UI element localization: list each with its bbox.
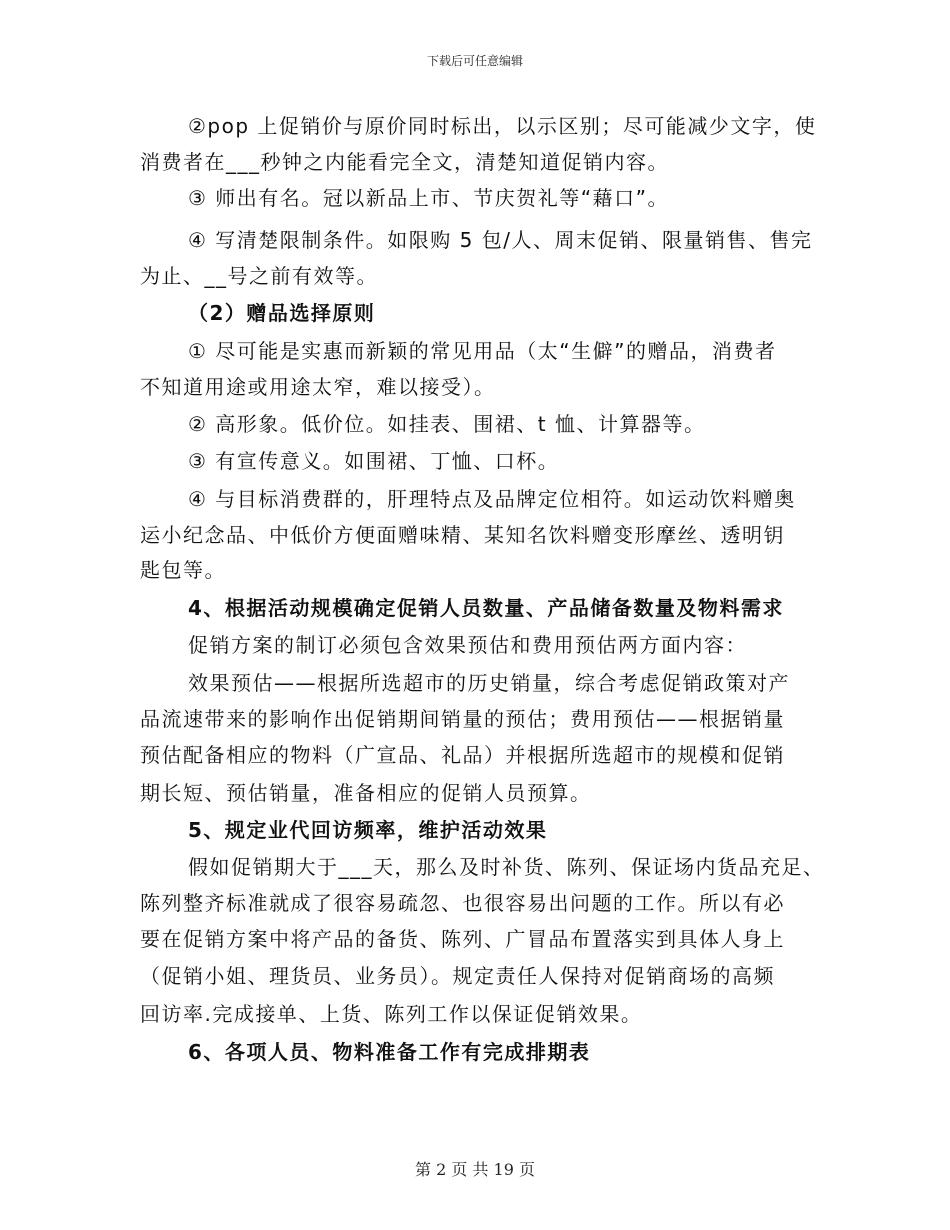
paragraph-line: ① 尽可能是实惠而新颖的常见用品（太“生僻”的赠品，消费者 [188,339,777,363]
paragraph-line: 为止、__号之前有效等。 [140,264,378,288]
paragraph-line: （促销小姐、理货员、业务员）。规定责任人保持对促销商场的高频 [140,964,775,988]
paragraph-line: 假如促销期大于___天，那么及时补货、陈列、保证场内货品充足、 [188,855,825,879]
section-heading: 4、根据活动规模确定促销人员数量、产品储备数量及物料需求 [188,596,784,620]
paragraph-line: ③ 师出有名。冠以新品上市、节庆贺礼等“藉口”。 [188,186,670,210]
paragraph-line: 要在促销方案中将产品的备货、陈列、广冒品布置落实到具体人身上 [140,927,785,951]
paragraph-line: 促销方案的制订必须包含效果预估和费用预估两方面内容： [188,633,747,657]
paragraph-line: 效果预估——根据所选超市的历史销量，综合考虑促销政策对产 [188,671,790,695]
paragraph-line: ④ 与目标消费群的，肝理特点及品牌定位相符。如运动饮料赠奥 [188,487,796,511]
paragraph-line: 匙包等。 [140,558,226,582]
section-heading: 6、各项人员、物料准备工作有完成排期表 [188,1040,591,1064]
paragraph-line: 回访率.完成接单、上货、陈列工作以保证促销效果。 [140,1002,643,1026]
paragraph-line: 消费者在___秒钟之内能看完全文，清楚知道促销内容。 [140,150,669,174]
paragraph-line: ②pop 上促销价与原价同时标出，以示区别；尽可能减少文字，使 [188,114,817,138]
paragraph-line: 陈列整齐标准就成了很容易疏忽、也很容易出问题的工作。所以有必 [140,891,785,915]
paragraph-line: 品流速带来的影响作出促销期间销量的预估；费用预估——根据销量 [140,707,785,731]
paragraph-line: ④ 写清楚限制条件。如限购 5 包/人、周末促销、限量销售、售完 [188,228,813,252]
paragraph-line: 预估配备相应的物料（广宣品、礼品）并根据所选超市的规模和促销 [140,743,785,767]
section-heading: 5、规定业代回访频率，维护活动效果 [188,818,548,842]
section-subheading: （2）赠品选择原则 [188,301,376,325]
paragraph-line: ② 高形象。低价位。如挂表、围裙、t 恤、计算器等。 [188,412,706,436]
paragraph-line: ③ 有宣传意义。如围裙、丁恤、口杯。 [188,449,560,473]
paragraph-line: 不知道用途或用途太窄，难以接受）。 [140,375,496,399]
page-header: 下载后可任意编辑 [426,54,523,68]
paragraph-line: 运小纪念品、中低价方便面赠味精、某知名饮料赠变形摩丝、透明钥 [140,523,785,547]
page-footer: 第 2 页 共 19 页 [415,1160,535,1179]
paragraph-line: 期长短、预估销量，准备相应的促销人员预算。 [140,781,592,805]
